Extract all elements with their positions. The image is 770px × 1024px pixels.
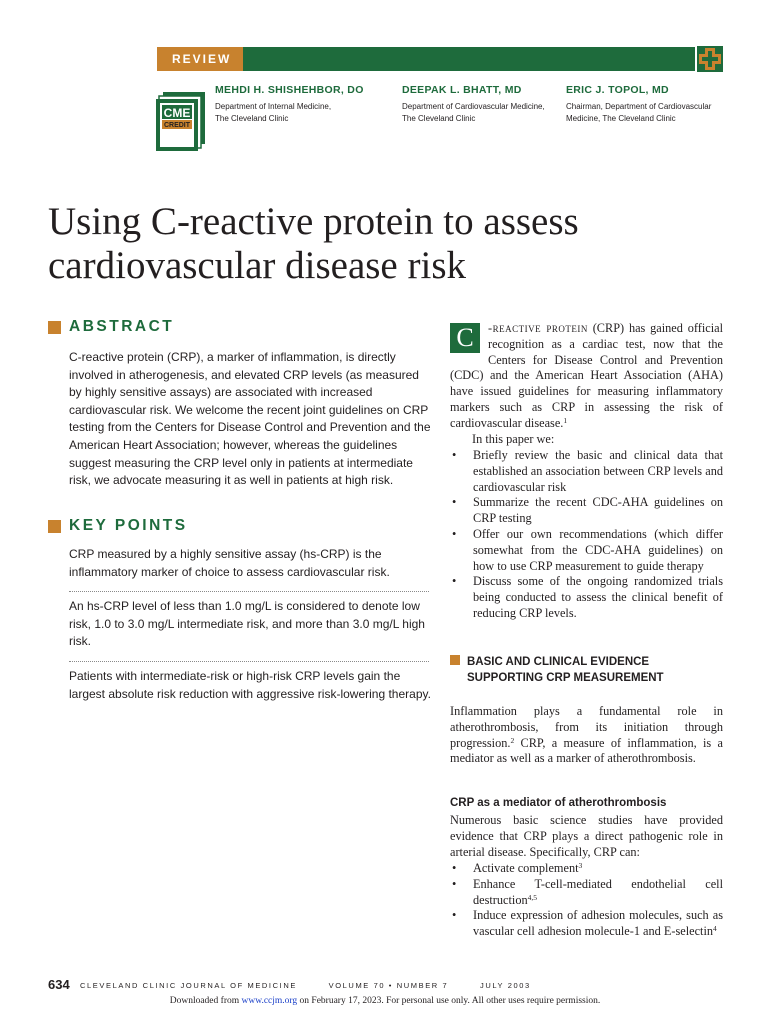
paragraph-text: Inflammation plays a fundamental role in atherothrombosis, from its initiation through progression. [450, 704, 723, 750]
square-bullet-icon [48, 321, 61, 334]
dotted-divider [69, 591, 429, 592]
cleveland-clinic-logo-icon [697, 46, 723, 72]
page-number: 634 [48, 977, 70, 992]
reference-mark: 4,5 [527, 892, 538, 902]
reference-mark: 3 [578, 861, 583, 870]
intro-lead: In this paper we: [472, 432, 555, 446]
key-point-2: An hs-CRP level of less than 1.0 mg/L is considered to denote low risk, 1.0 to 3.0 mg/L intermediate risk, and more than 3.0 mg/L high risk. [69, 599, 425, 649]
abstract-heading-text: ABSTRACT [69, 318, 175, 335]
abstract-text: C-reactive protein (CRP), a marker of inflammation, is directly involved in atherogenesis, and elevated CRP levels (as measured by highly sensitive assays) are associated with increased cardiovascular risk. We welcome the recent joint guidelines on CRP testing from the Centers for Disease Control and Prevention and the American Heart Association; however, whereas the guidelines suggest measuring the CRP level only in patients at intermediate risk, we advocate measuring it as well in patients at high risk. [69, 350, 431, 488]
review-banner [157, 47, 695, 71]
list-item: • Induce expression of adhesion molecules, such as vascular cell adhesion molecule-1 and E-selectin$^4$ [450, 908, 723, 940]
mediator-paragraph: Numerous basic science studies have provided evidence that CRP plays a direct pathogenic role in arterial disease. Specifically, CRP can: [450, 813, 723, 859]
mediator-heading: CRP as a mediator of atherothrombosis [450, 797, 667, 809]
author-affiliation-line: The Cleveland Clinic [402, 114, 476, 123]
reference-mark: 1 [563, 415, 568, 425]
ccjm-link[interactable]: www.ccjm.org [241, 996, 298, 1006]
author-affiliation-line: Department of Internal Medicine, [215, 102, 332, 111]
journal-volume: VOLUME 70 • NUMBER 7 [328, 981, 449, 990]
mediator-bullet-list [450, 861, 723, 940]
reference-mark: 4 [713, 924, 717, 934]
author-affiliation-line: The Cleveland Clinic [215, 114, 289, 123]
key-point-1: CRP measured by a highly sensitive assay (hs-CRP) is the inflammatory marker of choice to assess cardiovascular risk. [69, 547, 390, 579]
download-prefix: Downloaded from [169, 996, 242, 1006]
intro-text: (CRP) has gained official recognition as a cardiac test, now that the Centers for Disease Control and Prevention (CDC) and the American Heart Association (AHA) have issued guidelines for measuring inflammatory markers such as CRP in assessing the risk of cardiovascular disease. [450, 321, 723, 430]
journal-name: CLEVELAND CLINIC JOURNAL OF MEDICINE [80, 981, 297, 990]
author-affiliation [402, 101, 562, 125]
list-item: • Briefly review the basic and clinical data that established an association between CRP levels and cardiovascular risk [450, 448, 723, 495]
banner-bar [243, 47, 695, 71]
abstract-heading [48, 318, 174, 336]
author-affiliation-line: Department of Cardiovascular Medicine, [402, 102, 545, 111]
author-name: MEHDI H. SHISHEHBOR, DO [215, 84, 364, 96]
author-1 [215, 84, 395, 125]
credit-text: CREDIT [163, 122, 191, 129]
title-line-1: Using C-reactive protein to assess [48, 200, 579, 243]
list-item: • Enhance T-cell-mediated endothelial cell destruction$^{4,5}$ [450, 877, 723, 909]
square-bullet-icon [450, 655, 460, 665]
key-point-3: Patients with intermediate-risk or high-risk CRP levels gain the largest absolute risk reduction with aggressive risk-lowering therapy. [69, 669, 431, 701]
heading-line-2: SUPPORTING CRP MEASUREMENT [467, 671, 664, 684]
reference-mark: 2 [510, 735, 515, 745]
cme-text: CME [163, 106, 191, 120]
author-2 [402, 84, 562, 125]
paragraph-text: CRP, a measure of inflammation, is a mediator as well as a marker of atherothrombosis. [450, 735, 723, 766]
download-suffix: on February 17, 2023. For personal use only. All other uses require permission. [297, 996, 601, 1006]
author-affiliation-line: Chairman, Department of Cardiovascular [566, 102, 712, 111]
journal-date: JULY 2003 [479, 981, 531, 990]
intro-paragraph [450, 321, 723, 432]
list-item: • Activate complement$^3$ [450, 861, 723, 877]
author-affiliation [566, 101, 736, 125]
list-item: • Discuss some of the ongoing randomized trials being conducted to assess the clinical benefit of reducing CRP levels. [450, 574, 723, 621]
list-item: • Summarize the recent CDC-AHA guidelines on CRP testing [450, 495, 723, 527]
basic-evidence-paragraph [450, 704, 723, 767]
dotted-divider [69, 661, 429, 662]
intro-bullet-list [450, 448, 723, 622]
title-line-2: cardiovascular disease risk [48, 244, 466, 287]
author-affiliation-line: Medicine, The Cleveland Clinic [566, 114, 676, 123]
article-title [48, 200, 738, 288]
square-bullet-icon [48, 520, 61, 533]
download-notice [0, 996, 770, 1006]
author-3 [566, 84, 736, 125]
cme-credit-badge-icon [155, 92, 205, 152]
basic-evidence-heading [450, 655, 725, 686]
list-item: • Offer our own recommendations (which differ somewhat from the CDC-AHA guidelines) on how to use CRP measurement to guide therapy [450, 527, 723, 574]
key-points-heading-text: KEY POINTS [69, 517, 188, 534]
author-name: DEEPAK L. BHATT, MD [402, 84, 522, 96]
key-points-heading [48, 517, 188, 535]
author-name: ERIC J. TOPOL, MD [566, 84, 669, 96]
journal-footer [80, 981, 559, 990]
review-label: REVIEW [157, 47, 243, 71]
author-affiliation [215, 101, 395, 125]
intro-smallcaps: -reactive protein [488, 321, 588, 335]
drop-cap: C [450, 323, 480, 353]
heading-line-1: BASIC AND CLINICAL EVIDENCE [467, 656, 650, 668]
